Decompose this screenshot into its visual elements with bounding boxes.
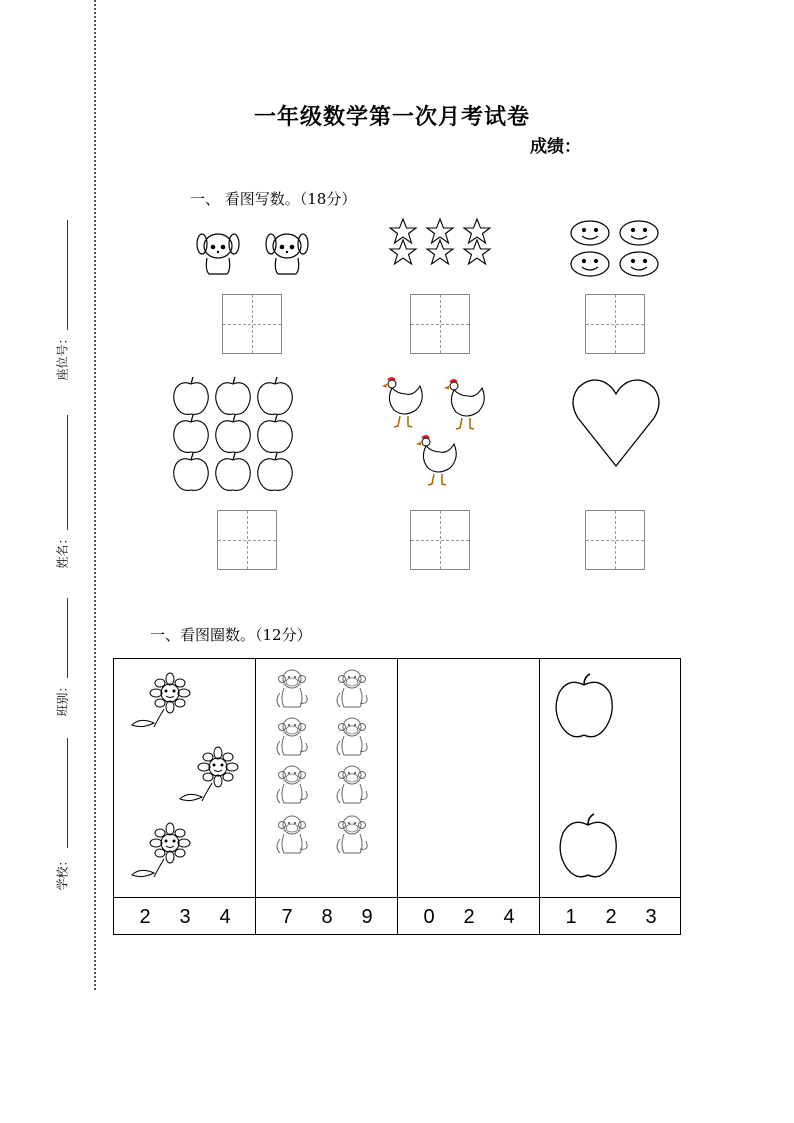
answer-box-stars[interactable] [410, 294, 470, 354]
smiley-face-icon [571, 221, 609, 245]
school-line [67, 738, 68, 848]
binding-dotted-line [94, 0, 96, 990]
puppy-icon [193, 230, 243, 276]
option-number[interactable]: 3 [179, 905, 191, 928]
seat-number-line [67, 220, 68, 330]
heart-icon [572, 378, 660, 468]
smiley-face-icon [620, 221, 658, 245]
answer-box-puppies[interactable] [222, 294, 282, 354]
option-number[interactable]: 9 [361, 905, 373, 928]
option-number[interactable]: 2 [139, 905, 151, 928]
star-icon-group [388, 218, 496, 264]
chicken-icon-group [380, 374, 492, 490]
option-number[interactable]: 3 [645, 905, 657, 928]
class-label: 班别： [55, 680, 70, 717]
option-number[interactable]: 4 [219, 905, 231, 928]
flower-icon [176, 747, 246, 803]
answer-box-smiley-faces[interactable] [585, 294, 645, 354]
option-number[interactable]: 2 [605, 905, 617, 928]
apple-icon-group [170, 374, 296, 494]
flower-icon [128, 673, 198, 729]
smiley-face-icon [620, 252, 658, 276]
puppy-icon [262, 230, 312, 276]
apple-icon [554, 673, 618, 745]
apple-icon [558, 813, 622, 885]
seat-number-label: 座位号： [55, 332, 70, 381]
smiley-face-icon-group [569, 220, 661, 278]
option-number[interactable]: 2 [463, 905, 475, 928]
score-label: 成绩： [530, 137, 581, 157]
section2-heading: 一、看图圈数。（12分） [150, 626, 312, 644]
name-label: 姓名： [55, 532, 70, 569]
option-number[interactable]: 8 [321, 905, 333, 928]
option-number[interactable]: 0 [423, 905, 435, 928]
smiley-face-icon [571, 252, 609, 276]
class-line [67, 598, 68, 678]
flower-icon [128, 823, 198, 879]
options-monkeys [256, 899, 398, 935]
circle-number-table [113, 658, 681, 935]
options-apples [540, 899, 682, 935]
name-line [67, 415, 68, 530]
options-empty [398, 899, 540, 935]
option-number[interactable]: 1 [565, 905, 577, 928]
page-title: 一年级数学第一次月考试卷 [254, 105, 531, 130]
answer-box-heart[interactable] [585, 510, 645, 570]
options-flowers [114, 899, 256, 935]
school-label: 学校： [55, 854, 70, 891]
answer-box-chickens[interactable] [410, 510, 470, 570]
monkey-icon-group [272, 667, 382, 859]
answer-box-apples[interactable] [217, 510, 277, 570]
section1-heading: 一、 看图写数。（18分） [190, 190, 357, 208]
option-number[interactable]: 4 [503, 905, 515, 928]
option-number[interactable]: 7 [281, 905, 293, 928]
